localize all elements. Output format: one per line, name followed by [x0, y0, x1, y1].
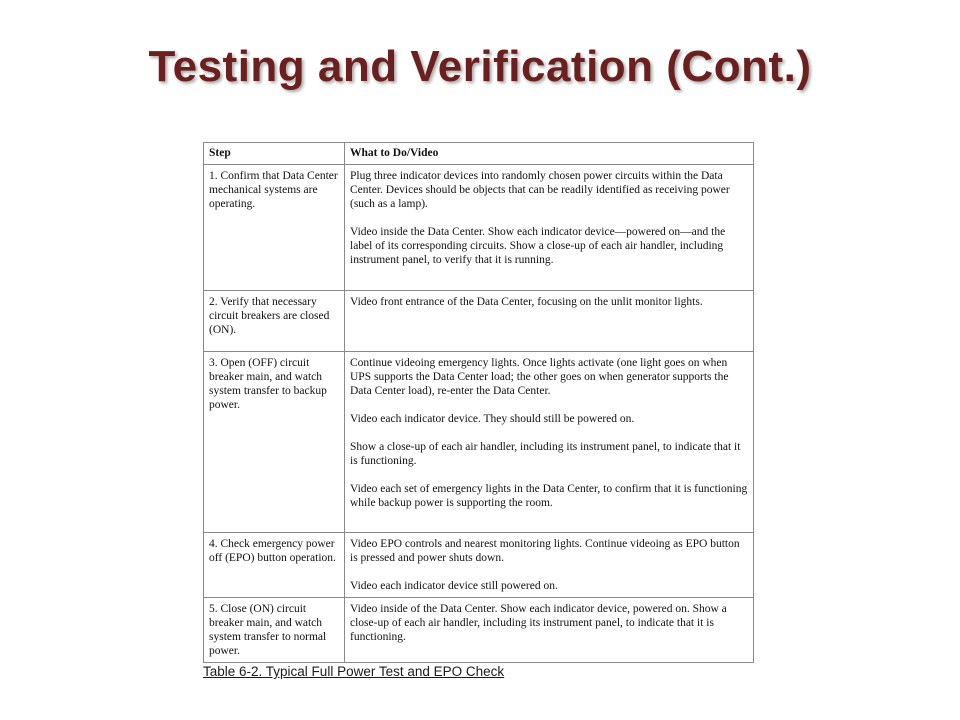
header-what-to-do: What to Do/Video [345, 143, 754, 165]
table-row [204, 533, 754, 598]
details-cell [345, 352, 754, 533]
step-cell: 4. Check emergency power off (EPO) button operation. [204, 533, 345, 598]
details-cell [345, 598, 754, 663]
details-paragraph: Video front entrance of the Data Center, focusing on the unlit monitor lights. [350, 296, 703, 308]
table-row [204, 352, 754, 533]
slide-title: Testing and Verification (Cont.) [148, 42, 812, 91]
details-paragraph: Continue videoing emergency lights. Once lights activate (one light goes on when UPS supports the Data Center load; the other goes on when generator supports the Data Center load), re-enter the Data Center. [350, 357, 729, 397]
step-cell: 2. Verify that necessary circuit breakers are closed (ON). [204, 291, 345, 352]
step-cell: 5. Close (ON) circuit breaker main, and watch system transfer to normal power. [204, 598, 345, 663]
details-paragraph: Video EPO controls and nearest monitoring lights. Continue videoing as EPO button is pressed and power shuts down. [350, 538, 740, 564]
details-paragraph: Video each indicator device. They should still be powered on. [350, 413, 635, 425]
details-cell [345, 165, 754, 291]
details-paragraph: Video inside of the Data Center. Show each indicator device, powered on. Show a close-up of each air handler, including its instrument panel, to indicate that it is functioning. [350, 603, 727, 643]
test-steps-table [203, 142, 754, 663]
table-row [204, 165, 754, 291]
header-step: Step [204, 143, 345, 165]
details-paragraph: Video inside the Data Center. Show each indicator device—powered on—and the label of its corresponding circuits. Show a close-up of each air handler, including instrument panel, to verify that it is running. [350, 226, 726, 266]
details-cell [345, 533, 754, 598]
details-paragraph: Video each set of emergency lights in the Data Center, to confirm that it is functioning while backup power is supporting the room. [350, 483, 748, 509]
table-row [204, 598, 754, 663]
table-caption: Table 6-2. Typical Full Power Test and EPO Check [203, 664, 505, 679]
table-header-row [204, 143, 754, 165]
step-cell: 3. Open (OFF) circuit breaker main, and watch system transfer to backup power. [204, 352, 345, 533]
step-cell: 1. Confirm that Data Center mechanical systems are operating. [204, 165, 345, 291]
details-cell [345, 291, 754, 352]
table-row [204, 291, 754, 352]
details-paragraph: Plug three indicator devices into randomly chosen power circuits within the Data Center. Devices should be objects that can be readily identified as receiving power (such as a lamp). [350, 170, 730, 210]
table-container [203, 142, 753, 663]
details-paragraph: Video each indicator device still powered on. [350, 580, 558, 592]
details-paragraph: Show a close-up of each air handler, including its instrument panel, to indicate that it is functioning. [350, 441, 741, 467]
